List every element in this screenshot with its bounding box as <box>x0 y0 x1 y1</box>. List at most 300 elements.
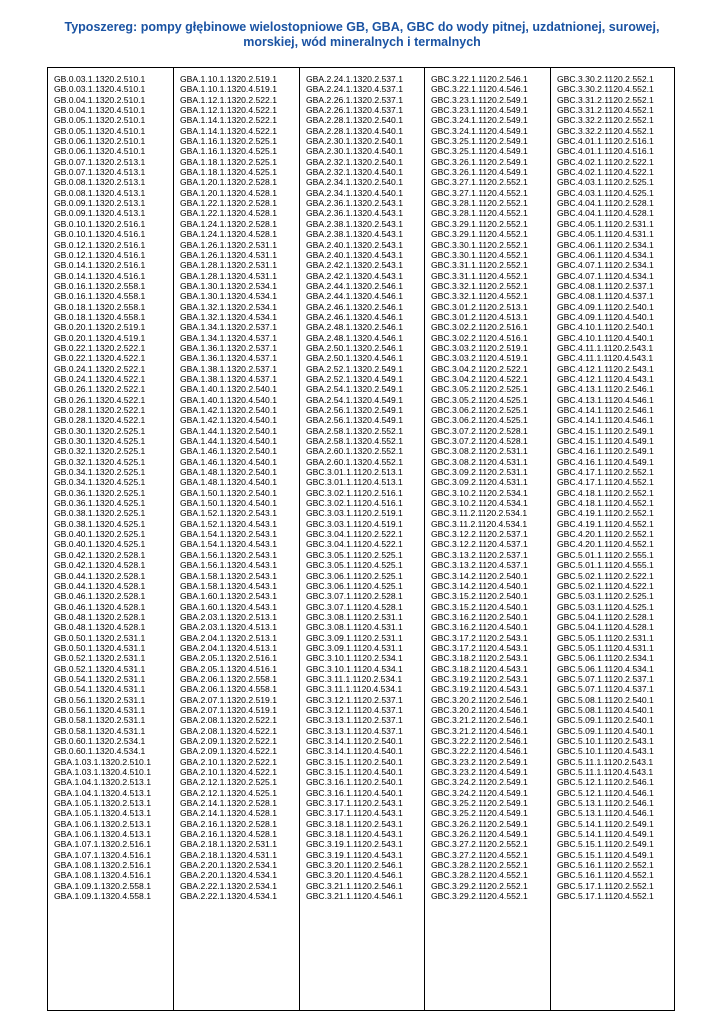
product-code: GBC.3.01.1.1120.4.513.1 <box>306 477 403 488</box>
product-code: GBC.3.11.1.1120.4.534.1 <box>306 684 403 695</box>
product-code: GB.0.34.1.1320.2.525.1 <box>54 467 146 478</box>
product-code: GBC.5.03.1.1120.2.525.1 <box>557 591 654 602</box>
product-code: GBA.1.56.1.1320.2.543.1 <box>180 549 277 560</box>
product-code: GBC.4.12.1.1120.2.543.1 <box>557 363 654 374</box>
column-divider <box>299 67 300 1011</box>
product-code: GBC.3.16.2.1120.2.540.1 <box>431 611 528 622</box>
product-code: GBC.3.32.2.1120.2.552.1 <box>557 115 654 126</box>
product-code: GBC.3.17.2.1120.4.543.1 <box>431 642 528 653</box>
product-code: GBC.3.13.1.1120.4.537.1 <box>306 725 403 736</box>
product-code: GBC.4.09.1.1120.4.540.1 <box>557 311 654 322</box>
product-code: GBA.1.30.1.1320.4.534.1 <box>180 291 277 302</box>
product-code: GBA.1.30.1.1320.2.534.1 <box>180 280 277 291</box>
product-code: GBC.3.17.2.1120.2.543.1 <box>431 632 528 643</box>
product-code: GBA.1.28.1.1320.2.531.1 <box>180 260 277 271</box>
product-code: GBA.2.58.1.1320.4.552.1 <box>306 436 403 447</box>
product-code: GBC.3.28.1.1120.4.552.1 <box>431 208 528 219</box>
product-code: GBC.4.04.1.1120.4.528.1 <box>557 208 654 219</box>
product-code: GBA.1.08.1.1320.4.516.1 <box>54 870 151 881</box>
product-code: GBA.2.09.1.1320.4.522.1 <box>180 746 277 757</box>
product-code: GBC.3.06.1.1120.2.525.1 <box>306 570 403 581</box>
product-code: GBA.2.03.1.1320.2.513.1 <box>180 611 277 622</box>
title-line-2: morskiej, wód mineralnych i termalnych <box>243 35 481 49</box>
product-code: GBA.1.38.1.1320.4.537.1 <box>180 373 277 384</box>
product-code: GBC.4.14.1.1120.2.546.1 <box>557 405 654 415</box>
product-code: GBC.3.28.1.1120.2.552.1 <box>431 198 528 209</box>
product-code: GBA.1.52.1.1320.4.543.1 <box>180 518 277 529</box>
product-code: GB.0.24.1.1320.4.522.1 <box>54 373 146 384</box>
product-code: GBA.1.44.1.1320.4.540.1 <box>180 436 277 447</box>
product-code: GBA.2.60.1.1320.2.552.1 <box>306 446 403 457</box>
product-code: GBA.2.24.1.1320.4.537.1 <box>306 84 403 95</box>
product-code: GBC.3.27.1.1120.4.552.1 <box>431 187 528 198</box>
product-code: GBA.1.58.1.1320.2.543.1 <box>180 570 277 581</box>
product-code: GBA.1.18.1.1320.4.525.1 <box>180 167 277 178</box>
product-code: GBC.3.26.2.1120.2.549.1 <box>431 818 528 829</box>
product-code: GBA.1.40.1.1320.4.540.1 <box>180 394 277 405</box>
product-code: GBC.3.12.2.1120.2.537.1 <box>431 529 528 540</box>
product-code: GB.0.16.1.1320.4.558.1 <box>54 291 146 302</box>
product-code: GBA.1.36.1.1320.2.537.1 <box>180 342 277 353</box>
product-code: GBA.1.46.1.1320.2.540.1 <box>180 446 277 457</box>
product-code: GB.0.40.1.1320.2.525.1 <box>54 529 146 540</box>
product-code: GBA.1.03.1.1320.4.510.1 <box>54 767 151 778</box>
product-code: GB.0.06.1.1320.2.510.1 <box>54 136 146 147</box>
product-code: GB.0.52.1.1320.4.531.1 <box>54 663 146 674</box>
product-code: GBC.3.27.2.1120.4.552.1 <box>431 849 528 860</box>
product-code: GBA.1.42.1.1320.2.540.1 <box>180 405 277 415</box>
product-code: GBA.2.42.1.1320.2.543.1 <box>306 260 403 271</box>
product-code: GBC.5.11.1.1120.4.543.1 <box>557 767 654 778</box>
product-code: GBC.3.09.1.1120.2.531.1 <box>306 632 403 643</box>
product-code: GB.0.50.1.1320.2.531.1 <box>54 632 146 643</box>
product-code: GBC.5.09.1.1120.4.540.1 <box>557 725 654 736</box>
product-code: GB.0.07.1.1320.2.513.1 <box>54 156 146 167</box>
product-code: GBC.3.23.2.1120.4.549.1 <box>431 767 528 778</box>
product-code: GBC.3.25.2.1120.4.549.1 <box>431 808 528 819</box>
product-code: GBA.2.08.1.1320.4.522.1 <box>180 725 277 736</box>
product-code: GBA.2.22.1.1320.4.534.1 <box>180 891 277 902</box>
product-code: GBC.3.29.2.1120.2.552.1 <box>431 880 528 891</box>
product-code: GBC.3.24.1.1120.2.549.1 <box>431 115 528 126</box>
product-code: GBC.5.11.1.1120.2.543.1 <box>557 756 654 767</box>
product-code: GBA.2.54.1.1320.4.549.1 <box>306 394 403 405</box>
product-code: GBC.4.17.1.1120.2.552.1 <box>557 467 654 478</box>
product-code: GBA.1.12.1.1320.2.522.1 <box>180 94 277 105</box>
product-code: GB.0.06.1.1320.4.510.1 <box>54 146 146 157</box>
product-code: GBA.2.26.1.1320.2.537.1 <box>306 94 403 105</box>
product-code: GBA.1.04.1.1320.4.513.1 <box>54 787 151 798</box>
product-code: GBA.1.10.1.1320.2.519.1 <box>180 74 277 84</box>
codes-list <box>299 74 424 902</box>
codes-column-1 <box>47 67 173 1011</box>
product-code: GBC.3.22.2.1120.4.546.1 <box>431 746 528 757</box>
product-code: GBA.2.10.1.1320.4.522.1 <box>180 767 277 778</box>
product-code: GBA.2.32.1.1320.2.540.1 <box>306 156 403 167</box>
product-code: GBA.1.20.1.1320.4.528.1 <box>180 187 277 198</box>
product-code: GB.0.22.1.1320.4.522.1 <box>54 353 146 364</box>
product-code: GB.0.30.1.1320.2.525.1 <box>54 425 146 436</box>
product-code: GBA.2.34.1.1320.2.540.1 <box>306 177 403 188</box>
product-code: GBC.3.05.1.1120.4.525.1 <box>306 560 403 571</box>
product-code: GBA.2.28.1.1320.2.540.1 <box>306 115 403 126</box>
product-code: GB.0.36.1.1320.4.525.1 <box>54 498 146 509</box>
product-code: GBC.4.07.1.1120.4.534.1 <box>557 270 654 281</box>
product-code: GB.0.56.1.1320.2.531.1 <box>54 694 146 705</box>
product-code: GBA.2.10.1.1320.2.522.1 <box>180 756 277 767</box>
product-code: GBC.3.10.1.1120.2.534.1 <box>306 653 403 664</box>
product-code: GBC.4.16.1.1120.2.549.1 <box>557 446 654 457</box>
product-code: GB.0.10.1.1320.2.516.1 <box>54 218 146 229</box>
product-code: GB.0.48.1.1320.2.528.1 <box>54 611 146 622</box>
product-code: GBA.2.40.1.1320.4.543.1 <box>306 249 403 260</box>
product-code: GB.0.24.1.1320.2.522.1 <box>54 363 146 374</box>
product-code: GB.0.44.1.1320.2.528.1 <box>54 570 146 581</box>
product-code: GBA.1.18.1.1320.2.525.1 <box>180 156 277 167</box>
codes-list <box>550 74 675 902</box>
product-code: GBA.1.16.1.1320.4.525.1 <box>180 146 277 157</box>
product-code: GBA.1.07.1.1320.2.516.1 <box>54 839 151 850</box>
column-divider <box>173 67 174 1011</box>
product-code: GBC.5.12.1.1120.4.546.1 <box>557 787 654 798</box>
product-code: GBC.3.15.1.1120.2.540.1 <box>306 756 403 767</box>
product-code: GBC.4.12.1.1120.4.543.1 <box>557 373 654 384</box>
product-code: GBC.3.15.1.1120.4.540.1 <box>306 767 403 778</box>
product-code: GBC.3.13.2.1120.2.537.1 <box>431 549 528 560</box>
product-code: GBC.3.24.2.1120.2.549.1 <box>431 777 528 788</box>
product-code: GBC.3.19.2.1120.2.543.1 <box>431 673 528 684</box>
product-code: GBA.2.12.1.1320.4.525.1 <box>180 787 277 798</box>
product-code: GBC.3.20.2.1120.4.546.1 <box>431 704 528 715</box>
product-code: GBA.2.56.1.1320.2.549.1 <box>306 405 403 415</box>
product-code: GBC.3.10.1.1120.4.534.1 <box>306 663 403 674</box>
product-code: GB.0.54.1.1320.2.531.1 <box>54 673 146 684</box>
product-code: GBC.5.17.1.1120.2.552.1 <box>557 880 654 891</box>
product-code: GBA.2.06.1.1320.4.558.1 <box>180 684 277 695</box>
product-code: GBC.3.28.2.1120.2.552.1 <box>431 860 528 871</box>
product-code: GB.0.04.1.1320.2.510.1 <box>54 94 146 105</box>
product-code: GBC.3.08.2.1120.4.531.1 <box>431 456 528 467</box>
product-code: GBA.2.52.1.1320.2.549.1 <box>306 363 403 374</box>
product-code: GB.0.20.1.1320.2.519.1 <box>54 322 146 333</box>
product-code: GBC.3.30.2.1120.2.552.1 <box>557 74 654 84</box>
product-code: GBA.2.48.1.1320.4.546.1 <box>306 332 403 343</box>
product-code: GBC.3.07.2.1120.4.528.1 <box>431 436 528 447</box>
product-code: GBC.3.18.2.1120.4.543.1 <box>431 663 528 674</box>
product-code: GBC.3.22.1.1120.2.546.1 <box>431 74 528 84</box>
product-code: GBC.4.10.1.1120.2.540.1 <box>557 322 654 333</box>
product-code: GBA.1.20.1.1320.2.528.1 <box>180 177 277 188</box>
product-code: GBC.3.02.1.1120.4.516.1 <box>306 498 403 509</box>
product-code: GBC.3.23.1.1120.4.549.1 <box>431 105 528 116</box>
product-code: GBC.5.02.1.1120.2.522.1 <box>557 570 654 581</box>
codes-list <box>424 74 550 902</box>
product-code: GBA.1.48.1.1320.2.540.1 <box>180 467 277 478</box>
product-code: GBC.3.30.2.1120.4.552.1 <box>557 84 654 95</box>
product-code: GB.0.60.1.1320.2.534.1 <box>54 736 146 746</box>
product-code: GBC.4.19.1.1120.4.552.1 <box>557 518 654 529</box>
product-code: GBA.1.08.1.1320.2.516.1 <box>54 860 151 871</box>
product-code: GBC.5.08.1.1120.2.540.1 <box>557 694 654 705</box>
product-code: GBA.1.04.1.1320.2.513.1 <box>54 777 151 788</box>
product-code: GBC.5.10.1.1120.4.543.1 <box>557 746 654 757</box>
product-code: GBC.3.03.2.1120.4.519.1 <box>431 353 528 364</box>
product-code: GBC.4.08.1.1120.2.537.1 <box>557 280 654 291</box>
product-code: GBA.1.36.1.1320.4.537.1 <box>180 353 277 364</box>
product-code: GBC.5.14.1.1120.4.549.1 <box>557 829 654 840</box>
product-code: GBC.5.07.1.1120.2.537.1 <box>557 673 654 684</box>
product-code: GBC.5.03.1.1120.4.525.1 <box>557 601 654 612</box>
product-code: GBC.3.09.1.1120.4.531.1 <box>306 642 403 653</box>
product-code: GBC.3.14.1.1120.4.540.1 <box>306 746 403 757</box>
product-code: GBC.5.13.1.1120.2.546.1 <box>557 798 654 809</box>
product-code: GBC.3.08.1.1120.4.531.1 <box>306 622 403 633</box>
codes-column-5 <box>550 67 675 1011</box>
product-code: GBC.3.08.1.1120.2.531.1 <box>306 611 403 622</box>
product-code: GBA.2.16.1.1320.2.528.1 <box>180 818 277 829</box>
product-code: GB.0.05.1.1320.2.510.1 <box>54 115 146 126</box>
product-code: GBA.2.04.1.1320.2.513.1 <box>180 632 277 643</box>
product-code: GBC.3.28.2.1120.4.552.1 <box>431 870 528 881</box>
product-code: GBC.3.06.2.1120.2.525.1 <box>431 405 528 415</box>
product-code: GBC.5.02.1.1120.4.522.1 <box>557 580 654 591</box>
codes-list <box>47 74 173 902</box>
product-code: GBA.2.30.1.1320.4.540.1 <box>306 146 403 157</box>
product-code: GBC.5.15.1.1120.4.549.1 <box>557 849 654 860</box>
product-code: GBC.3.32.1.1120.2.552.1 <box>431 280 528 291</box>
product-code: GBA.2.38.1.1320.2.543.1 <box>306 218 403 229</box>
product-code: GBC.3.24.2.1120.4.549.1 <box>431 787 528 798</box>
product-code: GBC.4.15.1.1120.4.549.1 <box>557 436 654 447</box>
product-code: GBA.1.05.1.1320.2.513.1 <box>54 798 151 809</box>
product-code: GB.0.18.1.1320.4.558.1 <box>54 311 146 322</box>
product-code: GBC.5.07.1.1120.4.537.1 <box>557 684 654 695</box>
product-code: GB.0.09.1.1320.4.513.1 <box>54 208 146 219</box>
product-code: GB.0.52.1.1320.2.531.1 <box>54 653 146 664</box>
product-code: GBC.3.26.2.1120.4.549.1 <box>431 829 528 840</box>
product-code: GB.0.36.1.1320.2.525.1 <box>54 487 146 498</box>
product-code: GBA.2.58.1.1320.2.552.1 <box>306 425 403 436</box>
product-code: GB.0.56.1.1320.4.531.1 <box>54 704 146 715</box>
product-code: GBC.3.32.2.1120.4.552.1 <box>557 125 654 136</box>
product-code: GBA.2.42.1.1320.4.543.1 <box>306 270 403 281</box>
product-code: GBA.2.34.1.1320.4.540.1 <box>306 187 403 198</box>
product-code: GBA.2.30.1.1320.2.540.1 <box>306 136 403 147</box>
product-code: GBA.1.24.1.1320.4.528.1 <box>180 229 277 240</box>
product-code: GBC.3.13.1.1120.2.537.1 <box>306 715 403 726</box>
product-code: GBC.4.02.1.1120.4.522.1 <box>557 167 654 178</box>
product-code: GBC.3.18.1.1120.2.543.1 <box>306 818 403 829</box>
product-code: GB.0.26.1.1320.2.522.1 <box>54 384 146 395</box>
product-code: GBC.5.09.1.1120.2.540.1 <box>557 715 654 726</box>
product-code: GBA.1.24.1.1320.2.528.1 <box>180 218 277 229</box>
product-code: GBA.2.09.1.1320.2.522.1 <box>180 736 277 746</box>
product-code: GB.0.09.1.1320.2.513.1 <box>54 198 146 209</box>
product-code: GBC.4.20.1.1120.4.552.1 <box>557 539 654 550</box>
product-code: GBC.3.27.2.1120.2.552.1 <box>431 839 528 850</box>
product-code: GBC.3.21.2.1120.2.546.1 <box>431 715 528 726</box>
product-code: GBA.2.26.1.1320.4.537.1 <box>306 105 403 116</box>
product-code: GBA.1.32.1.1320.2.534.1 <box>180 301 277 312</box>
product-code: GBC.4.18.1.1120.2.552.1 <box>557 487 654 498</box>
product-code: GBC.3.14.1.1120.2.540.1 <box>306 736 403 746</box>
product-code: GBC.4.08.1.1120.4.537.1 <box>557 291 654 302</box>
product-code: GBC.5.04.1.1120.4.528.1 <box>557 622 654 633</box>
product-code: GBA.2.08.1.1320.2.522.1 <box>180 715 277 726</box>
product-code: GBA.2.18.1.1320.2.531.1 <box>180 839 277 850</box>
product-code: GB.0.08.1.1320.4.513.1 <box>54 187 146 198</box>
product-code: GBA.1.32.1.1320.4.534.1 <box>180 311 277 322</box>
product-code: GBC.5.06.1.1120.4.534.1 <box>557 663 654 674</box>
product-code: GBC.4.11.1.1120.2.543.1 <box>557 342 654 353</box>
product-code: GBA.1.44.1.1320.2.540.1 <box>180 425 277 436</box>
product-code: GBC.3.01.2.1120.4.513.1 <box>431 311 528 322</box>
product-code: GBA.2.20.1.1320.4.534.1 <box>180 870 277 881</box>
product-code: GBC.3.21.1.1120.4.546.1 <box>306 891 403 902</box>
product-code: GBC.3.07.1.1120.2.528.1 <box>306 591 403 602</box>
product-code: GBC.3.03.1.1120.4.519.1 <box>306 518 403 529</box>
product-code: GBC.3.17.1.1120.2.543.1 <box>306 798 403 809</box>
product-code: GBC.3.16.1.1120.2.540.1 <box>306 777 403 788</box>
product-code: GBC.4.04.1.1120.2.528.1 <box>557 198 654 209</box>
product-code: GBA.1.34.1.1320.4.537.1 <box>180 332 277 343</box>
product-code: GBC.3.03.1.1120.2.519.1 <box>306 508 403 519</box>
product-code: GBA.1.10.1.1320.4.519.1 <box>180 84 277 95</box>
product-code: GBC.3.31.1.1120.2.552.1 <box>431 260 528 271</box>
product-code: GBA.1.05.1.1320.4.513.1 <box>54 808 151 819</box>
product-code: GB.0.18.1.1320.2.558.1 <box>54 301 146 312</box>
product-code: GBA.2.56.1.1320.4.549.1 <box>306 415 403 426</box>
product-code: GBA.2.40.1.1320.2.543.1 <box>306 239 403 250</box>
product-code: GBC.5.06.1.1120.2.534.1 <box>557 653 654 664</box>
product-code: GBA.1.07.1.1320.4.516.1 <box>54 849 151 860</box>
product-code: GBA.2.50.1.1320.4.546.1 <box>306 353 403 364</box>
product-code: GBA.1.16.1.1320.2.525.1 <box>180 136 277 147</box>
product-code: GB.0.20.1.1320.4.519.1 <box>54 332 146 343</box>
product-code: GBA.1.58.1.1320.4.543.1 <box>180 580 277 591</box>
product-code: GBC.5.16.1.1120.4.552.1 <box>557 870 654 881</box>
product-code: GBC.3.20.1.1120.4.546.1 <box>306 870 403 881</box>
product-code: GBC.3.11.2.1120.4.534.1 <box>431 518 528 529</box>
product-code: GBA.1.06.1.1320.4.513.1 <box>54 829 151 840</box>
product-code: GBA.1.22.1.1320.4.528.1 <box>180 208 277 219</box>
product-code: GBA.2.24.1.1320.2.537.1 <box>306 74 403 84</box>
product-code: GBA.1.38.1.1320.2.537.1 <box>180 363 277 374</box>
product-code: GBA.2.16.1.1320.4.528.1 <box>180 829 277 840</box>
product-code: GB.0.28.1.1320.4.522.1 <box>54 415 146 426</box>
product-code: GBC.5.14.1.1120.2.549.1 <box>557 818 654 829</box>
product-code: GBC.3.16.1.1120.4.540.1 <box>306 787 403 798</box>
product-code: GBA.1.06.1.1320.2.513.1 <box>54 818 151 829</box>
product-code: GBC.3.31.1.1120.4.552.1 <box>431 270 528 281</box>
product-code: GBA.2.14.1.1320.4.528.1 <box>180 808 277 819</box>
product-code: GBA.2.18.1.1320.4.531.1 <box>180 849 277 860</box>
product-code: GBA.2.03.1.1320.4.513.1 <box>180 622 277 633</box>
product-code: GBC.3.21.1.1120.2.546.1 <box>306 880 403 891</box>
column-divider <box>424 67 425 1011</box>
product-code: GBC.3.04.1.1120.4.522.1 <box>306 539 403 550</box>
product-code: GBC.3.23.2.1120.2.549.1 <box>431 756 528 767</box>
product-code: GBA.1.56.1.1320.4.543.1 <box>180 560 277 571</box>
product-code: GBC.3.04.2.1120.4.522.1 <box>431 373 528 384</box>
product-code: GBC.4.14.1.1120.4.546.1 <box>557 415 654 426</box>
product-code: GBC.3.12.1.1120.2.537.1 <box>306 694 403 705</box>
product-code: GBC.3.26.1.1120.4.549.1 <box>431 167 528 178</box>
product-code: GBA.2.22.1.1320.2.534.1 <box>180 880 277 891</box>
product-code: GBA.1.40.1.1320.2.540.1 <box>180 384 277 395</box>
product-code: GBA.2.07.1.1320.2.519.1 <box>180 694 277 705</box>
product-code: GBC.3.20.1.1120.2.546.1 <box>306 860 403 871</box>
product-code: GBC.3.29.1.1120.2.552.1 <box>431 218 528 229</box>
product-code: GBA.2.28.1.1320.4.540.1 <box>306 125 403 136</box>
product-code: GBC.3.03.2.1120.2.519.1 <box>431 342 528 353</box>
product-code: GBC.4.05.1.1120.4.531.1 <box>557 229 654 240</box>
product-code: GBC.3.09.2.1120.4.531.1 <box>431 477 528 488</box>
product-code: GBA.2.12.1.1320.2.525.1 <box>180 777 277 788</box>
product-code: GBC.3.27.1.1120.2.552.1 <box>431 177 528 188</box>
product-code: GBC.4.15.1.1120.2.549.1 <box>557 425 654 436</box>
product-code: GBA.2.36.1.1320.4.543.1 <box>306 208 403 219</box>
product-code: GBC.3.12.2.1120.4.537.1 <box>431 539 528 550</box>
product-code: GBC.3.06.2.1120.4.525.1 <box>431 415 528 426</box>
product-code: GBC.3.07.1.1120.4.528.1 <box>306 601 403 612</box>
product-code: GBA.1.26.1.1320.4.531.1 <box>180 249 277 260</box>
product-code: GBC.5.01.1.1120.2.555.1 <box>557 549 654 560</box>
product-code: GBC.3.07.2.1120.2.528.1 <box>431 425 528 436</box>
page-title <box>20 20 704 50</box>
product-code: GBA.1.46.1.1320.4.540.1 <box>180 456 277 467</box>
product-code: GBC.3.01.2.1120.2.513.1 <box>431 301 528 312</box>
product-code: GBC.3.13.2.1120.4.537.1 <box>431 560 528 571</box>
product-code: GBA.1.14.1.1320.4.522.1 <box>180 125 277 136</box>
product-code: GBC.3.18.2.1120.2.543.1 <box>431 653 528 664</box>
product-code: GBA.2.07.1.1320.4.519.1 <box>180 704 277 715</box>
product-code: GBA.1.50.1.1320.2.540.1 <box>180 487 277 498</box>
product-code: GB.0.30.1.1320.4.525.1 <box>54 436 146 447</box>
product-code: GBA.2.48.1.1320.2.546.1 <box>306 322 403 333</box>
product-code: GB.0.12.1.1320.4.516.1 <box>54 249 146 260</box>
product-code: GBC.4.03.1.1120.2.525.1 <box>557 177 654 188</box>
product-code: GBA.1.54.1.1320.4.543.1 <box>180 539 277 550</box>
product-code: GBC.4.07.1.1120.2.534.1 <box>557 260 654 271</box>
product-code: GBC.3.21.2.1120.4.546.1 <box>431 725 528 736</box>
product-code: GB.0.14.1.1320.4.516.1 <box>54 270 146 281</box>
product-code: GBA.2.36.1.1320.2.543.1 <box>306 198 403 209</box>
product-code: GB.0.40.1.1320.4.525.1 <box>54 539 146 550</box>
product-code: GB.0.26.1.1320.4.522.1 <box>54 394 146 405</box>
product-code: GBC.4.09.1.1120.2.540.1 <box>557 301 654 312</box>
product-code: GBC.3.17.1.1120.4.543.1 <box>306 808 403 819</box>
product-code: GBC.3.02.2.1120.4.516.1 <box>431 332 528 343</box>
product-code: GBC.5.16.1.1120.2.552.1 <box>557 860 654 871</box>
product-code: GB.0.54.1.1320.4.531.1 <box>54 684 146 695</box>
product-code: GBC.5.05.1.1120.4.531.1 <box>557 642 654 653</box>
product-code: GBA.1.48.1.1320.4.540.1 <box>180 477 277 488</box>
product-code: GBA.2.20.1.1320.2.534.1 <box>180 860 277 871</box>
product-code: GBC.4.11.1.1120.4.543.1 <box>557 353 654 364</box>
product-code: GBA.2.44.1.1320.2.546.1 <box>306 280 403 291</box>
product-code: GBC.4.05.1.1120.2.531.1 <box>557 218 654 229</box>
product-code: GBC.4.01.1.1120.4.516.1 <box>557 146 654 157</box>
product-code: GBA.1.12.1.1320.4.522.1 <box>180 105 277 116</box>
product-code: GBA.1.42.1.1320.4.540.1 <box>180 415 277 426</box>
product-code: GBA.2.46.1.1320.4.546.1 <box>306 311 403 322</box>
product-code: GB.0.32.1.1320.2.525.1 <box>54 446 146 457</box>
product-code: GBC.3.14.2.1120.4.540.1 <box>431 580 528 591</box>
product-code: GB.0.16.1.1320.2.558.1 <box>54 280 146 291</box>
product-code: GBC.3.04.2.1120.2.522.1 <box>431 363 528 374</box>
product-code: GBC.3.06.1.1120.4.525.1 <box>306 580 403 591</box>
